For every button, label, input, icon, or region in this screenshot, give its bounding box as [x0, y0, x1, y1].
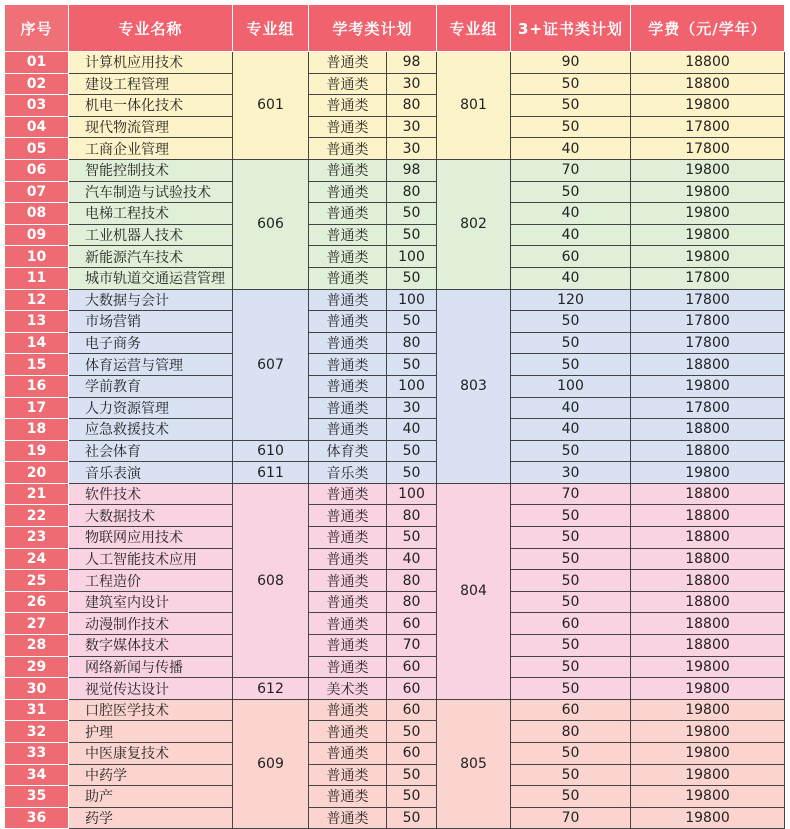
tuition-cell: 19800	[631, 224, 785, 246]
tuition-cell: 19800	[631, 786, 785, 808]
academic-plan-cell: 50	[387, 462, 437, 484]
tuition-cell: 19800	[631, 95, 785, 117]
cert-plan-cell: 30	[511, 462, 631, 484]
major-name-cell: 数字媒体技术	[69, 635, 233, 657]
academic-plan-cell: 50	[387, 354, 437, 376]
major-name-cell: 新能源汽车技术	[69, 246, 233, 268]
exam-type-cell: 普通类	[309, 721, 387, 743]
cert-plan-cell: 40	[511, 419, 631, 441]
seq-cell: 15	[5, 354, 69, 376]
tuition-cell: 18800	[631, 548, 785, 570]
tuition-cell: 19800	[631, 721, 785, 743]
major-name-cell: 建筑室内设计	[69, 591, 233, 613]
exam-type-cell: 普通类	[309, 203, 387, 225]
major-name-cell: 市场营销	[69, 311, 233, 333]
header-academic-plan: 学考类计划	[309, 5, 437, 52]
exam-type-cell: 普通类	[309, 548, 387, 570]
cert-plan-cell: 50	[511, 527, 631, 549]
exam-type-cell: 普通类	[309, 699, 387, 721]
major-group-2-cell: 801	[437, 52, 511, 160]
exam-type-cell: 普通类	[309, 807, 387, 829]
cert-plan-cell: 40	[511, 267, 631, 289]
academic-plan-cell: 60	[387, 613, 437, 635]
table-row	[5, 635, 785, 657]
seq-cell: 04	[5, 116, 69, 138]
major-name-cell: 应急救援技术	[69, 419, 233, 441]
seq-cell: 24	[5, 548, 69, 570]
seq-cell: 20	[5, 462, 69, 484]
table-row	[5, 548, 785, 570]
academic-plan-cell: 30	[387, 73, 437, 95]
seq-cell: 23	[5, 527, 69, 549]
cert-plan-cell: 50	[511, 656, 631, 678]
major-name-cell: 工商企业管理	[69, 138, 233, 160]
table-row	[5, 440, 785, 462]
academic-plan-cell: 100	[387, 246, 437, 268]
tuition-cell: 17800	[631, 311, 785, 333]
tuition-cell: 19800	[631, 203, 785, 225]
tuition-cell: 17800	[631, 138, 785, 160]
major-group-cell: 606	[233, 159, 309, 289]
major-name-cell: 学前教育	[69, 375, 233, 397]
academic-plan-cell: 80	[387, 95, 437, 117]
academic-plan-cell: 50	[387, 786, 437, 808]
cert-plan-cell: 40	[511, 138, 631, 160]
academic-plan-cell: 50	[387, 267, 437, 289]
seq-cell: 01	[5, 52, 69, 74]
cert-plan-cell: 50	[511, 743, 631, 765]
major-name-cell: 汽车制造与试验技术	[69, 181, 233, 203]
academic-plan-cell: 30	[387, 397, 437, 419]
academic-plan-cell: 50	[387, 764, 437, 786]
table-row	[5, 397, 785, 419]
seq-cell: 35	[5, 786, 69, 808]
major-name-cell: 计算机应用技术	[69, 52, 233, 74]
cert-plan-cell: 60	[511, 613, 631, 635]
exam-type-cell: 普通类	[309, 332, 387, 354]
major-name-cell: 软件技术	[69, 483, 233, 505]
table-row	[5, 764, 785, 786]
plan-grid	[4, 4, 785, 829]
tuition-cell: 19800	[631, 246, 785, 268]
table-row	[5, 699, 785, 721]
seq-cell: 11	[5, 267, 69, 289]
major-name-cell: 中医康复技术	[69, 743, 233, 765]
table-row	[5, 527, 785, 549]
academic-plan-cell: 50	[387, 224, 437, 246]
major-name-cell: 工业机器人技术	[69, 224, 233, 246]
academic-plan-cell: 50	[387, 311, 437, 333]
tuition-cell: 19800	[631, 375, 785, 397]
cert-plan-cell: 50	[511, 73, 631, 95]
academic-plan-cell: 50	[387, 721, 437, 743]
table-row	[5, 311, 785, 333]
tuition-cell: 19800	[631, 181, 785, 203]
table-row	[5, 181, 785, 203]
academic-plan-cell: 100	[387, 289, 437, 311]
table-row	[5, 462, 785, 484]
table-row	[5, 419, 785, 441]
academic-plan-cell: 80	[387, 505, 437, 527]
major-name-cell: 体育运营与管理	[69, 354, 233, 376]
cert-plan-cell: 50	[511, 635, 631, 657]
major-group-cell: 610	[233, 440, 309, 462]
major-name-cell: 动漫制作技术	[69, 613, 233, 635]
table-row	[5, 138, 785, 160]
exam-type-cell: 普通类	[309, 52, 387, 74]
seq-cell: 02	[5, 73, 69, 95]
major-group-cell: 611	[233, 462, 309, 484]
academic-plan-cell: 100	[387, 375, 437, 397]
tuition-cell: 19800	[631, 159, 785, 181]
seq-cell: 33	[5, 743, 69, 765]
tuition-cell: 17800	[631, 397, 785, 419]
cert-plan-cell: 50	[511, 548, 631, 570]
exam-type-cell: 普通类	[309, 354, 387, 376]
seq-cell: 30	[5, 678, 69, 700]
cert-plan-cell: 50	[511, 505, 631, 527]
academic-plan-cell: 98	[387, 159, 437, 181]
seq-cell: 21	[5, 483, 69, 505]
seq-cell: 32	[5, 721, 69, 743]
seq-cell: 06	[5, 159, 69, 181]
tuition-cell: 18800	[631, 591, 785, 613]
seq-cell: 09	[5, 224, 69, 246]
seq-cell: 26	[5, 591, 69, 613]
exam-type-cell: 普通类	[309, 505, 387, 527]
seq-cell: 18	[5, 419, 69, 441]
major-name-cell: 城市轨道交通运营管理	[69, 267, 233, 289]
table-row	[5, 332, 785, 354]
academic-plan-cell: 60	[387, 656, 437, 678]
academic-plan-cell: 40	[387, 548, 437, 570]
tuition-cell: 18800	[631, 635, 785, 657]
exam-type-cell: 普通类	[309, 224, 387, 246]
seq-cell: 07	[5, 181, 69, 203]
academic-plan-cell: 98	[387, 52, 437, 74]
tuition-cell: 17800	[631, 116, 785, 138]
major-name-cell: 大数据与会计	[69, 289, 233, 311]
seq-cell: 19	[5, 440, 69, 462]
cert-plan-cell: 50	[511, 311, 631, 333]
academic-plan-cell: 30	[387, 116, 437, 138]
tuition-cell: 19800	[631, 678, 785, 700]
cert-plan-cell: 120	[511, 289, 631, 311]
exam-type-cell: 美术类	[309, 678, 387, 700]
table-row	[5, 570, 785, 592]
table-row	[5, 505, 785, 527]
exam-type-cell: 普通类	[309, 138, 387, 160]
header-tuition: 学费（元/学年）	[631, 5, 785, 52]
exam-type-cell: 普通类	[309, 786, 387, 808]
cert-plan-cell: 50	[511, 332, 631, 354]
major-group-2-cell: 805	[437, 699, 511, 829]
major-name-cell: 机电一体化技术	[69, 95, 233, 117]
tuition-cell: 19800	[631, 764, 785, 786]
table-row	[5, 678, 785, 700]
academic-plan-cell: 40	[387, 419, 437, 441]
academic-plan-cell: 100	[387, 483, 437, 505]
cert-plan-cell: 80	[511, 721, 631, 743]
seq-cell: 27	[5, 613, 69, 635]
exam-type-cell: 普通类	[309, 289, 387, 311]
exam-type-cell: 普通类	[309, 635, 387, 657]
table-row	[5, 721, 785, 743]
tuition-cell: 17800	[631, 332, 785, 354]
academic-plan-cell: 50	[387, 527, 437, 549]
major-group-2-cell: 804	[437, 483, 511, 699]
cert-plan-cell: 40	[511, 397, 631, 419]
exam-type-cell: 普通类	[309, 116, 387, 138]
major-name-cell: 建设工程管理	[69, 73, 233, 95]
major-name-cell: 工程造价	[69, 570, 233, 592]
major-group-cell: 607	[233, 289, 309, 440]
table-row	[5, 354, 785, 376]
exam-type-cell: 普通类	[309, 570, 387, 592]
major-group-cell: 609	[233, 699, 309, 829]
major-name-cell: 视觉传达设计	[69, 678, 233, 700]
cert-plan-cell: 100	[511, 375, 631, 397]
cert-plan-cell: 50	[511, 786, 631, 808]
exam-type-cell: 普通类	[309, 267, 387, 289]
major-group-2-cell: 802	[437, 159, 511, 289]
table-row	[5, 375, 785, 397]
academic-plan-cell: 80	[387, 332, 437, 354]
exam-type-cell: 普通类	[309, 483, 387, 505]
tuition-cell: 18800	[631, 527, 785, 549]
major-name-cell: 电梯工程技术	[69, 203, 233, 225]
table-row	[5, 613, 785, 635]
academic-plan-cell: 50	[387, 203, 437, 225]
cert-plan-cell: 50	[511, 354, 631, 376]
exam-type-cell: 普通类	[309, 656, 387, 678]
exam-type-cell: 普通类	[309, 397, 387, 419]
table-row	[5, 656, 785, 678]
cert-plan-cell: 40	[511, 224, 631, 246]
academic-plan-cell: 60	[387, 699, 437, 721]
cert-plan-cell: 50	[511, 95, 631, 117]
major-name-cell: 电子商务	[69, 332, 233, 354]
seq-cell: 13	[5, 311, 69, 333]
cert-plan-cell: 50	[511, 764, 631, 786]
seq-cell: 14	[5, 332, 69, 354]
table-row	[5, 743, 785, 765]
major-name-cell: 大数据技术	[69, 505, 233, 527]
seq-cell: 25	[5, 570, 69, 592]
table-row	[5, 203, 785, 225]
table-row	[5, 52, 785, 74]
major-name-cell: 现代物流管理	[69, 116, 233, 138]
exam-type-cell: 音乐类	[309, 462, 387, 484]
tuition-cell: 18800	[631, 505, 785, 527]
tuition-cell: 19800	[631, 462, 785, 484]
seq-cell: 10	[5, 246, 69, 268]
seq-cell: 36	[5, 807, 69, 829]
exam-type-cell: 普通类	[309, 613, 387, 635]
seq-cell: 17	[5, 397, 69, 419]
header-major-group: 专业组	[233, 5, 309, 52]
header-cert-plan: 3+证书类计划	[511, 5, 631, 52]
cert-plan-cell: 60	[511, 699, 631, 721]
tuition-cell: 18800	[631, 570, 785, 592]
table-row	[5, 116, 785, 138]
exam-type-cell: 普通类	[309, 591, 387, 613]
cert-plan-cell: 50	[511, 116, 631, 138]
major-name-cell: 护理	[69, 721, 233, 743]
exam-type-cell: 普通类	[309, 764, 387, 786]
tuition-cell: 17800	[631, 289, 785, 311]
seq-cell: 28	[5, 635, 69, 657]
tuition-cell: 18800	[631, 354, 785, 376]
major-name-cell: 网络新闻与传播	[69, 656, 233, 678]
exam-type-cell: 普通类	[309, 159, 387, 181]
academic-plan-cell: 80	[387, 591, 437, 613]
major-group-2-cell: 803	[437, 289, 511, 483]
major-name-cell: 助产	[69, 786, 233, 808]
table-row	[5, 267, 785, 289]
cert-plan-cell: 50	[511, 440, 631, 462]
table-row	[5, 246, 785, 268]
cert-plan-cell: 50	[511, 181, 631, 203]
academic-plan-cell: 50	[387, 807, 437, 829]
seq-cell: 29	[5, 656, 69, 678]
tuition-cell: 19800	[631, 743, 785, 765]
header-major-name: 专业名称	[69, 5, 233, 52]
major-name-cell: 物联网应用技术	[69, 527, 233, 549]
table-row	[5, 159, 785, 181]
academic-plan-cell: 30	[387, 138, 437, 160]
exam-type-cell: 普通类	[309, 419, 387, 441]
seq-cell: 12	[5, 289, 69, 311]
cert-plan-cell: 50	[511, 678, 631, 700]
seq-cell: 34	[5, 764, 69, 786]
seq-cell: 22	[5, 505, 69, 527]
tuition-cell: 18800	[631, 483, 785, 505]
tuition-cell: 19800	[631, 807, 785, 829]
cert-plan-cell: 90	[511, 52, 631, 74]
cert-plan-cell: 60	[511, 246, 631, 268]
cert-plan-cell: 40	[511, 203, 631, 225]
exam-type-cell: 普通类	[309, 311, 387, 333]
major-name-cell: 智能控制技术	[69, 159, 233, 181]
academic-plan-cell: 80	[387, 570, 437, 592]
cert-plan-cell: 70	[511, 483, 631, 505]
table-row	[5, 786, 785, 808]
tuition-cell: 19800	[631, 699, 785, 721]
seq-cell: 03	[5, 95, 69, 117]
header-row	[5, 5, 785, 52]
major-name-cell: 口腔医学技术	[69, 699, 233, 721]
tuition-cell: 19800	[631, 656, 785, 678]
table-row	[5, 289, 785, 311]
exam-type-cell: 普通类	[309, 73, 387, 95]
academic-plan-cell: 70	[387, 635, 437, 657]
header-seq: 序号	[5, 5, 69, 52]
exam-type-cell: 体育类	[309, 440, 387, 462]
table-row	[5, 483, 785, 505]
major-group-cell: 601	[233, 52, 309, 160]
tuition-cell: 18800	[631, 613, 785, 635]
tuition-cell: 18800	[631, 440, 785, 462]
cert-plan-cell: 70	[511, 807, 631, 829]
exam-type-cell: 普通类	[309, 95, 387, 117]
cert-plan-cell: 70	[511, 159, 631, 181]
exam-type-cell: 普通类	[309, 246, 387, 268]
exam-type-cell: 普通类	[309, 743, 387, 765]
tuition-cell: 18800	[631, 73, 785, 95]
table-row	[5, 73, 785, 95]
major-name-cell: 音乐表演	[69, 462, 233, 484]
exam-type-cell: 普通类	[309, 375, 387, 397]
major-group-cell: 608	[233, 483, 309, 677]
academic-plan-cell: 60	[387, 678, 437, 700]
seq-cell: 16	[5, 375, 69, 397]
major-name-cell: 社会体育	[69, 440, 233, 462]
seq-cell: 31	[5, 699, 69, 721]
tuition-cell: 18800	[631, 52, 785, 74]
header-major-group-2: 专业组	[437, 5, 511, 52]
major-name-cell: 人工智能技术应用	[69, 548, 233, 570]
cert-plan-cell: 50	[511, 570, 631, 592]
table-row	[5, 224, 785, 246]
major-name-cell: 中药学	[69, 764, 233, 786]
cert-plan-cell: 50	[511, 591, 631, 613]
seq-cell: 08	[5, 203, 69, 225]
table-row	[5, 95, 785, 117]
seq-cell: 05	[5, 138, 69, 160]
academic-plan-cell: 60	[387, 743, 437, 765]
tuition-cell: 17800	[631, 267, 785, 289]
major-name-cell: 药学	[69, 807, 233, 829]
tuition-cell: 18800	[631, 419, 785, 441]
academic-plan-cell: 80	[387, 181, 437, 203]
major-group-cell: 612	[233, 678, 309, 700]
exam-type-cell: 普通类	[309, 527, 387, 549]
exam-type-cell: 普通类	[309, 181, 387, 203]
table-body	[5, 52, 785, 829]
academic-plan-cell: 50	[387, 440, 437, 462]
major-name-cell: 人力资源管理	[69, 397, 233, 419]
table-row	[5, 591, 785, 613]
